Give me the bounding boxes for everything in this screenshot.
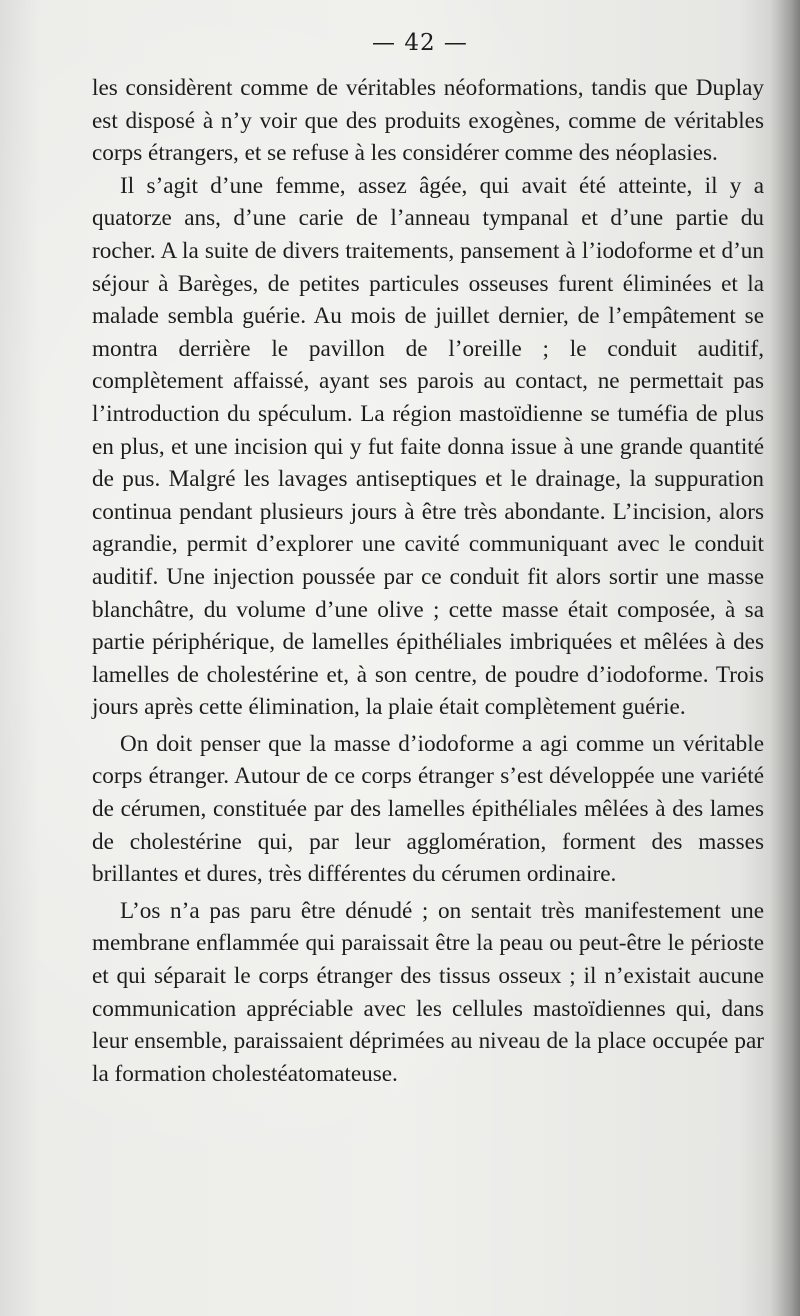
paragraph-4: L’os n’a pas paru être dénudé ; on sentait très manifestement une membrane enflammée qui paraissait être la peau ou peut-être le périoste et qui séparait le corps étranger des tissus osseux ; il n’existait aucune communication appréciable avec les cellules mastoïdiennes qui, dans leur ensemble, paraissaient déprimées au niveau de la place occupée par la formation cholestéatomateuse. [92,897,764,1087]
paragraph-2: Il s’agit d’une femme, assez âgée, qui avait été atteinte, il y a quatorze ans, d’une carie de l’anneau tympanal et d’une partie du rocher. A la suite de divers traitements, pansement à l’iodoforme et d’un séjour à Barèges, de petites particules osseuses furent éliminées et la malade sembla guérie. Au mois de juillet dernier, de l’empâtement se montra derrière le pavillon de l’oreille ; le conduit auditif, complètement affaissé, ayant ses parois au contact, ne permettait pas l’introduction du spéculum. La région mastoïdienne se tuméfia de plus en plus, et une incision qui y fut faite donna issue à une grande quantité de pus. Malgré les lavages antiseptiques et le drainage, la suppuration continua pendant plusieurs jours à être très abondante. L’incision, alors agrandie, permit d’explorer une cavité communiquant avec le conduit auditif. Une injection poussée par ce conduit fit alors sortir une masse blanchâtre, du volume d’une olive ; cette masse était composée, à sa partie périphérique, de lamelles épithéliales imbriquées et mêlées à des lamelles de cholestérine et, à son centre, de poudre d’iodoforme. Trois jours après cette élimination, la plaie était complètement guérie. [92,172,764,721]
binding-shadow [770,0,800,1316]
paragraph-1: les considèrent comme de véritables néoformations, tandis que Duplay est disposé à n’y voir que des produits exogènes, comme de véritables corps étrangers, et se refuse à les considérer comme des néoplasies. [92,75,764,167]
body-text [92,72,764,1090]
paragraph-3: On doit penser que la masse d’iodoforme a agi comme un véritable corps étranger. Autour de ce corps étranger s’est développée une variété de cérumen, constituée par des lamelles épithéliales mêlées à des lames de cholestérine qui, par leur agglomération, forment des masses brillantes et dures, très différentes du cérumen ordinaire. [92,730,764,888]
page-number: — 42 — [372,30,468,56]
